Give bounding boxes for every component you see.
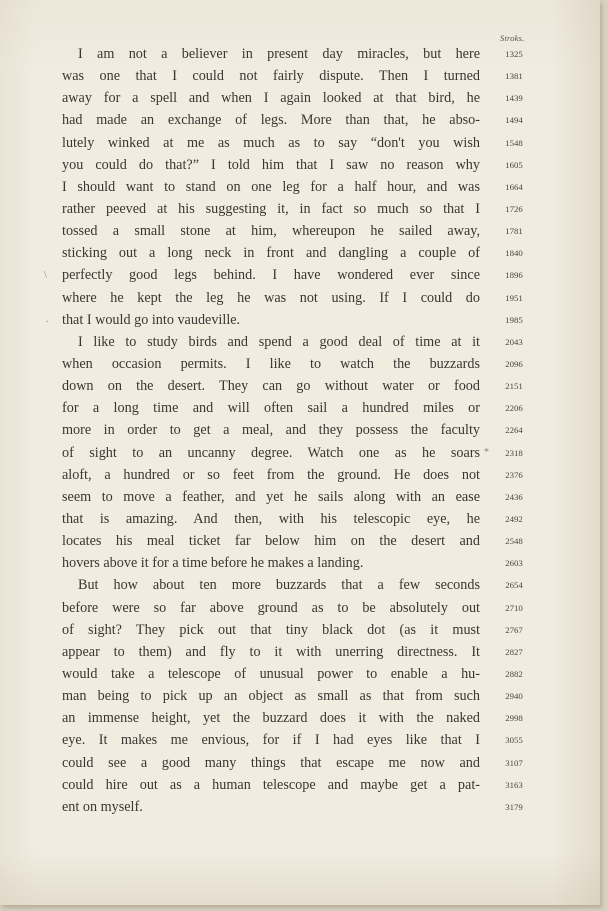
text-line: eye. It makes me envious, for if I had eyes like that I — [62, 732, 480, 749]
stroke-count: 1664 — [505, 181, 523, 192]
stroke-count: 1439 — [505, 93, 523, 104]
stroke-count: 1781 — [505, 226, 523, 237]
text-line: I like to study birds and spend a good deal of time at it — [78, 333, 480, 350]
text-line: more in order to get a meal, and they possess the faculty — [62, 422, 480, 439]
stroke-count: 1951 — [505, 292, 523, 303]
text-line: of sight? They pick out that tiny black dot (as it must — [62, 621, 480, 638]
body-text-column — [62, 43, 480, 818]
stroke-count: 3163 — [505, 779, 523, 790]
stroke-count: 2767 — [505, 624, 523, 635]
text-line: man being to pick up an object as small as that from such — [62, 688, 480, 705]
strokes-column-header: Stroks. — [500, 33, 525, 43]
stroke-count: 2264 — [505, 425, 523, 436]
text-line: where he kept the leg he was not using. If I could do — [62, 289, 480, 306]
text-line: down on the desert. They can go without water or food — [62, 378, 480, 395]
text-line: could see a good many things that escape me now and — [62, 754, 480, 771]
stroke-count: 2206 — [505, 403, 523, 414]
text-line: perfectly good legs behind. I have wondered ever since — [62, 267, 480, 284]
margin-pencil-mark: \ — [44, 270, 47, 281]
stroke-count: 1381 — [505, 71, 523, 82]
text-line: had made an exchange of legs. More than that, he abso- — [62, 112, 480, 129]
stroke-count: 2436 — [505, 491, 523, 502]
text-line: locates his meal ticket far below him on the desert and — [62, 533, 480, 550]
margin-dot-mark: . — [46, 314, 49, 325]
text-line: hovers above it for a time before he makes a landing. — [62, 555, 364, 572]
text-line: when occasion permits. I like to watch the buzzards — [62, 355, 480, 372]
stroke-count: 2882 — [505, 668, 523, 679]
text-line: I am not a believer in present day miracles, but here — [78, 46, 480, 62]
stroke-count: 1726 — [505, 203, 523, 214]
text-line: that is amazing. And then, with his telescopic eye, he — [62, 510, 480, 527]
stroke-count: 2318 — [505, 447, 523, 458]
stroke-count: 2376 — [505, 469, 523, 480]
stroke-count-column — [494, 43, 534, 818]
text-line: away for a spell and when I again looked at that bird, he — [62, 90, 480, 107]
text-line: But how about ten more buzzards that a few seconds — [78, 577, 480, 594]
stroke-count: 2151 — [505, 381, 523, 392]
stroke-count: 2548 — [505, 536, 523, 547]
text-line: of sight to an uncanny degree. Watch one as he soars — [62, 444, 480, 461]
text-line: tossed a small stone at him, whereupon he sailed away, — [62, 223, 480, 240]
stroke-count: 2998 — [505, 713, 523, 724]
stroke-count: 1605 — [505, 159, 523, 170]
stroke-count: 2492 — [505, 513, 523, 524]
stroke-count: 1494 — [505, 115, 523, 126]
stroke-count: 2940 — [505, 691, 523, 702]
text-line: sticking out a long neck in front and dangling a couple of — [62, 245, 480, 262]
stroke-count: 1840 — [505, 248, 523, 259]
margin-asterisk-mark: * — [484, 447, 489, 458]
text-line: that I would go into vaudeville. — [62, 311, 241, 328]
text-line: for a long time and will often sail a hundred miles or — [62, 400, 480, 417]
text-line: lutely winked at me as much as to say “don't you wish — [62, 134, 480, 151]
stroke-count: 1325 — [505, 49, 523, 59]
text-line: seem to move a feather, and yet he sails along with an ease — [62, 488, 480, 505]
text-line: aloft, a hundred or so feet from the ground. He does not — [62, 466, 480, 483]
text-line: appear to them) and fly to it with unerring directness. It — [62, 643, 480, 660]
stroke-count: 3179 — [505, 801, 523, 812]
stroke-count: 2654 — [505, 580, 523, 591]
stroke-count: 3107 — [505, 757, 523, 768]
stroke-count: 2827 — [505, 646, 523, 657]
text-line: would take a telescope of unusual power to enable a hu- — [62, 665, 480, 682]
text-line: you could do that?” I told him that I saw no reason why — [62, 156, 480, 173]
text-line: I should want to stand on one leg for a half hour, and was — [62, 178, 480, 195]
text-line: ent on myself. — [62, 798, 143, 815]
stroke-count: 2603 — [505, 558, 523, 569]
text-line: before were so far above ground as to be absolutely out — [62, 599, 480, 616]
text-line: could hire out as a human telescope and maybe get a pat- — [62, 776, 480, 793]
stroke-count: 3055 — [505, 735, 523, 746]
stroke-count: 2096 — [505, 358, 523, 369]
stroke-count: 2710 — [505, 602, 523, 613]
stroke-count: 1896 — [505, 270, 523, 281]
text-line: an immense height, yet the buzzard does it with the naked — [62, 710, 480, 727]
text-line: was one that I could not fairly dispute. Then I turned — [62, 68, 480, 85]
text-line: rather peeved at his suggesting it, in fact so much so that I — [62, 200, 480, 217]
stroke-count: 1548 — [505, 137, 523, 148]
stroke-count: 1985 — [505, 314, 523, 325]
stroke-count: 2043 — [505, 336, 523, 347]
